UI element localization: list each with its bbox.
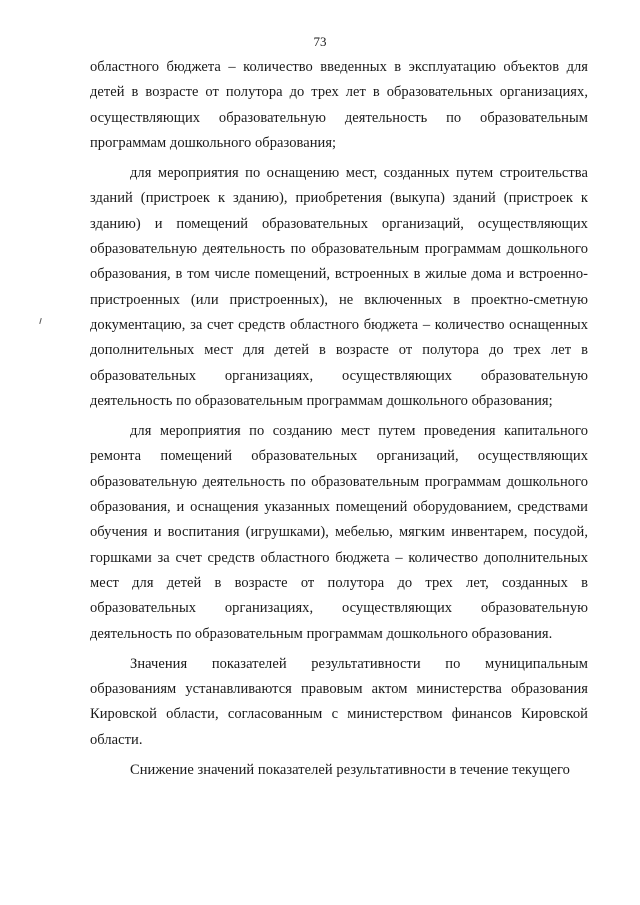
paragraph-5: Снижение значений показателей результативности в течение текущего xyxy=(130,762,570,779)
paragraph-1: областного бюджета – количество введенных в эксплуатацию объектов для детей в возрасте от полутора до трех лет в образовательных организациях, осуществляющих образовательную деятельность по образовательным программам дошкольного образования; xyxy=(90,59,588,151)
page-number: 73 xyxy=(313,34,327,49)
paragraph-4: Значения показателей результативности по муниципальным образованиям устанавливаются правовым актом министерства образования Кировской области, согласованным с министерством финансов Кировской области. xyxy=(90,655,588,748)
paragraph-3: для мероприятия по созданию мест путем проведения капитального ремонта помещений образовательных организаций, осуществляющих образовательную деятельность по образовательным программам дошкольного образования, и оснащения указанных помещений оборудованием, средствами обучения и воспитания (игрушками), мебелью, мягким инвентарем, посудой, горшками за счет средств областного бюджета – количество дополнительных мест для детей в возрасте от полутора до трех лет, созданных в образовательных организациях, осуществляющих образовательную деятельность по образовательным программам дошкольного образования. xyxy=(90,423,588,642)
document-body xyxy=(90,55,588,783)
paragraph-2: для мероприятия по оснащению мест, созданных путем строительства зданий (пристроек к зданию), приобретения (выкупа) зданий (пристроек к зданию) и помещений образовательных организаций, осуществляющих образовательную деятельность по образовательным программам дошкольного образования, в том числе помещений, встроенных в жилые дома и встроенно-пристроенных (или пристроенных), не включенных в проектно-сметную документацию, за счет средств областного бюджета – количество оснащенных дополнительных мест для детей в возрасте от полутора до трех лет в образовательных организациях, осуществляющих образовательную деятельность по образовательным программам дошкольного образования; xyxy=(90,165,588,409)
margin-mark xyxy=(39,318,42,324)
